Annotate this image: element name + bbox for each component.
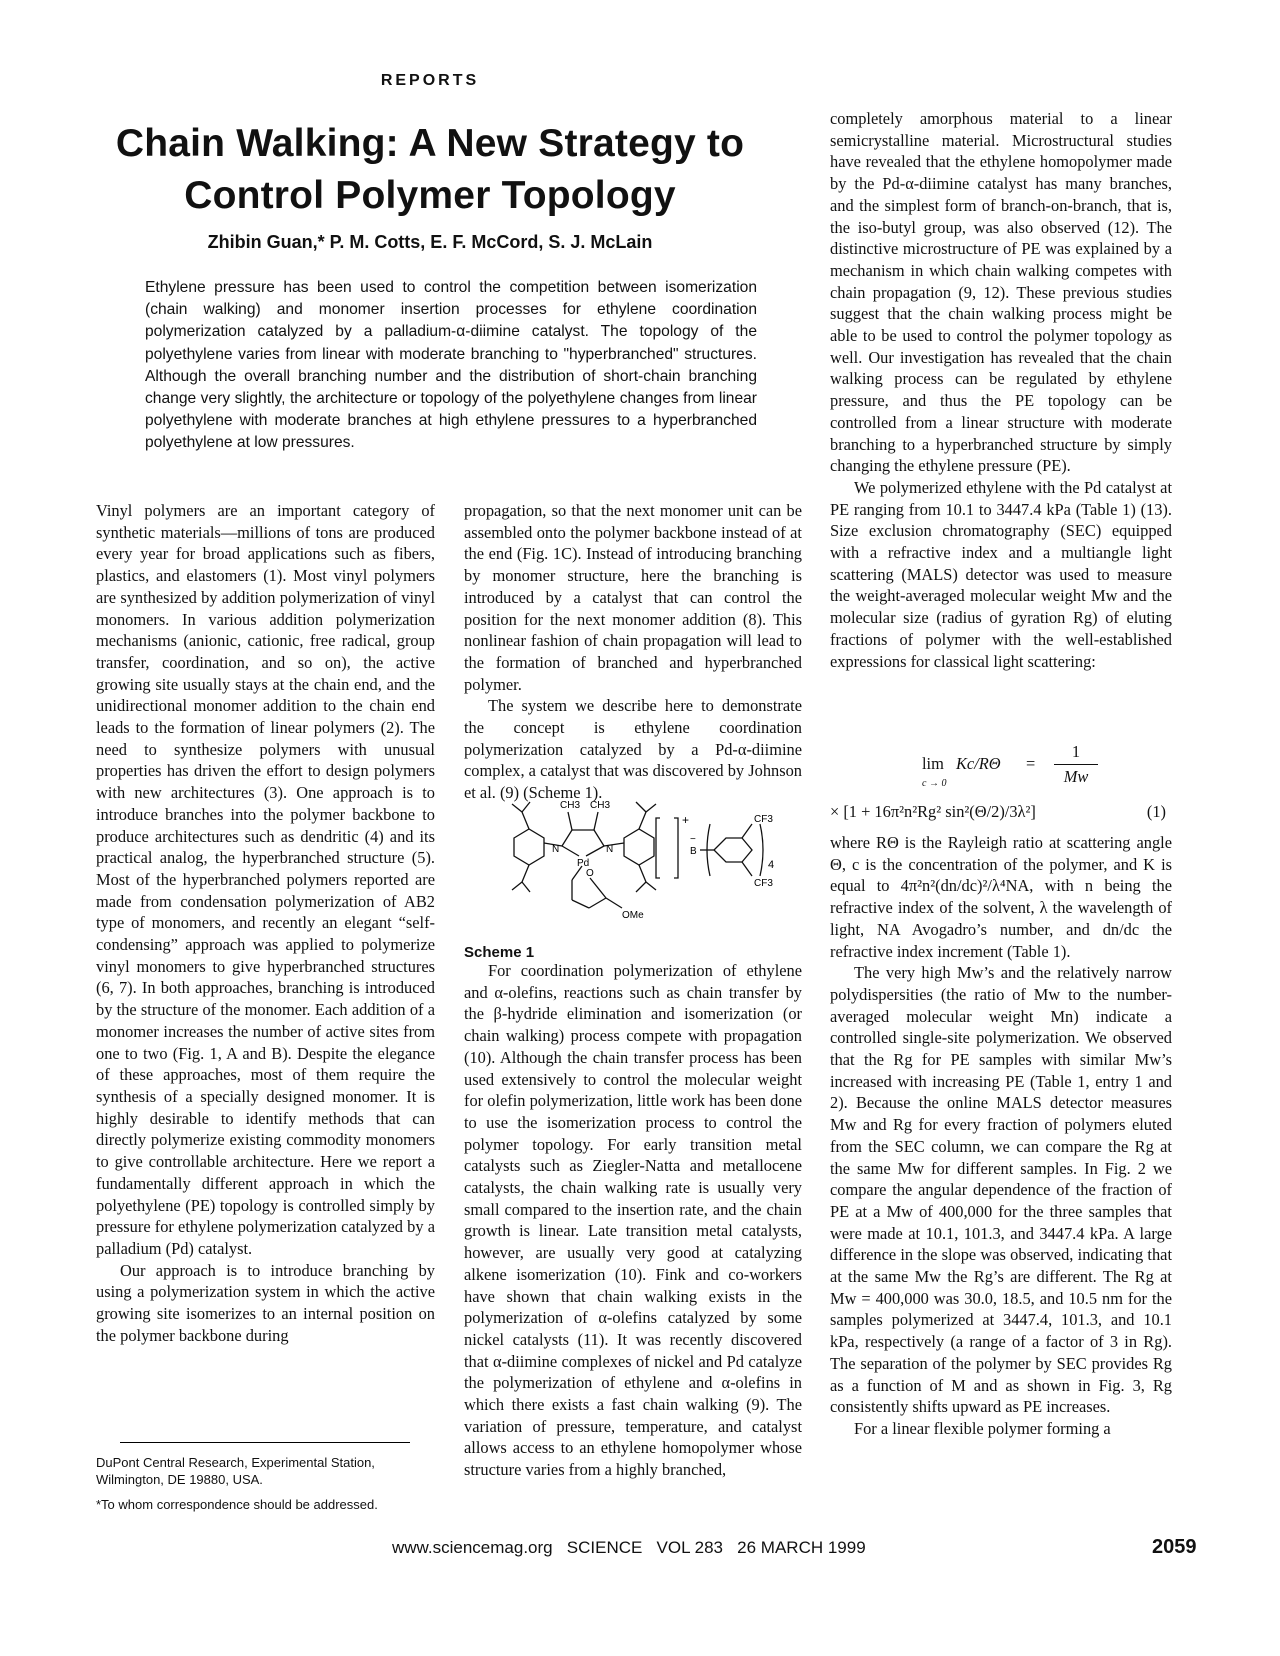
body-paragraph: The system we describe here to demonstrate the concept is ethylene coordination polymerization catalyzed by a Pd-α-diimine complex, a catalyst that was discovered by Johnson et al. (9) (Scheme 1). xyxy=(464,696,802,803)
body-paragraph: We polymerized ethylene with the Pd catalyst at PE ranging from 10.1 to 3447.4 kPa (Table 1) (13). Size exclusion chromatography (SEC) equipped with a refractive index and a multiangle light scattering (MALS) detector was used to measure the weight-averaged molecular weight Mw and the molecular size (radius of gyration Rg) of eluting fractions of polymer with the well-established expressions for classical light scattering: xyxy=(830,477,1172,671)
author-list: Zhibin Guan,* P. M. Cotts, E. F. McCord, S. J. McLain xyxy=(207,232,653,252)
equation-numerator: 1 xyxy=(1071,742,1081,761)
body-paragraph: For a linear flexible polymer forming a xyxy=(854,1418,1111,1438)
body-paragraph: where RΘ is the Rayleigh ratio at scattering angle Θ, c is the concentration of the polymer, and K is equal to 4π²n²(dn/dc)²/λ⁴NA, with n being the refractive index of the solvent, λ the wavelength of light, NA Avogadro’s number, and dn/dc the refractive index increment (Table 1). xyxy=(830,833,1172,961)
boron-label: B xyxy=(690,846,697,857)
equation-equals: = xyxy=(1026,754,1036,773)
body-paragraph: Our approach is to introduce branching by using a polymerization system in which the active growing site isomerizes to an internal position on the polymer backbone during xyxy=(96,1260,435,1345)
nitrogen-label: N xyxy=(552,844,560,855)
equation-denominator: Mw xyxy=(1063,767,1089,786)
article-title: Chain Walking: A New Strategy to Control Polymer Topology xyxy=(115,122,745,217)
equation-second-line: × [1 + 16π²n²Rg² sin²(Θ/2)/3λ²] xyxy=(830,802,1036,821)
body-column-middle-lower xyxy=(464,960,802,1481)
abstract: Ethylene pressure has been used to control the competition between isomerization (chain walking) and monomer insertion processes for ethylene coordination polymerization catalyzed by a palladium-α-diimine catalyst. The topology of the polyethylene varies from linear with moderate branching to "hyperbranched" structures. Although the overall branching number and the distribution of short-chain branching change very slightly, the architecture or topology of the polyethylene changes from linear polyethylene with moderate branches at high ethylene pressures to a hyperbranched polyethylene at low pressures. xyxy=(145,279,757,452)
equation-limit-subscript: c → 0 xyxy=(922,778,947,789)
body-paragraph: propagation, so that the next monomer unit can be assembled onto the polymer backbone instead of at the end (Fig. 1C). Instead of introducing branching by monomer structure, here the branching is introduced by a catalyst that can control the position for the next monomer addition (8). This nonlinear fashion of chain propagation will lead to the formation of branched and hyperbranched polymer. xyxy=(464,501,802,694)
nitrogen-label: N xyxy=(606,844,614,855)
footnote-divider xyxy=(120,1442,410,1443)
equation-lhs: Kc/RΘ xyxy=(956,754,1001,773)
affiliation-footnote: DuPont Central Research, Experimental Station, Wilmington, DE 19880, USA. xyxy=(96,1455,375,1487)
correspondence-footnote: *To whom correspondence should be addressed. xyxy=(96,1497,378,1512)
body-paragraph: For coordination polymerization of ethylene and α-olefins, reactions such as chain transfer by the β-hydride elimination and isomerization (or chain walking) process compete with propagation (10). Although the chain transfer process has been used extensively to control the molecular weight for olefin polymerization, little work has been done to use the isomerization process to control the polymer topology. For early transition metal catalysts such as Ziegler-Natta and metallocene catalysts, the chain walking rate is usually very small compared to the insertion rate, and the chain growth is linear. Late transition metal catalysts, however, are usually very good at catalyzing alkene isomerization (10). Fink and co-workers have shown that chain walking exists in the polymerization of α-olefins catalyzed by some nickel catalysts (11). It was recently discovered that α-diimine complexes of nickel and Pd catalyze the polymerization of ethylene and α-olefins in which there exists a fast chain walking (9). The variation of pressure, temperature, and catalyst allows access to an ethylene homopolymer whose structure varies from a highly branched, xyxy=(464,961,802,1480)
body-paragraph: Vinyl polymers are an important category of synthetic materials—millions of tons are produced every year for broad applications such as fibers, plastics, and elastomers (1). Most vinyl polymers are synthesized by addition polymerization of vinyl monomers. In various addition polymerization mechanisms (anionic, cationic, free radical, group transfer, coordination, and so on), the active growing site usually stays at the chain end, and the unidirectional monomer addition to the chain end leads to the formation of linear polymers (2). The need to synthesize polymers with unusual properties has driven the effort to design polymers with new architectures (3). One approach is to introduce branches into the polymer backbone to produce architectures such as dendritic (4) and its practical analog, the hyperbranched structure (5). Most of the hyperbranched polymers reported are made from condensation polymerization of AB2 type of monomers, and recently an elegant “self-condensing” approach was applied to polymerize vinyl monomers to give hyperbranched structures (6, 7). In both approaches, branching is introduced by the structure of the monomer. Each addition of a monomer increases the number of active sites from one to two (Fig. 1, A and B). Despite the elegance of these approaches, most of them require the synthesis of a specially designed monomer. It is highly desirable to identify methods that can directly polymerize existing commodity monomers to give controllable architecture. Here we report a fundamentally different approach in which the polyethylene (PE) topology is controlled simply by pressure for ethylene polymerization catalyzed by a palladium (Pd) catalyst. xyxy=(96,501,435,1258)
body-column-right xyxy=(830,108,1172,672)
fraction-bar xyxy=(1054,764,1098,765)
trifluoromethyl-label: CF3 xyxy=(754,878,773,889)
scheme-1-structure xyxy=(464,788,802,936)
equation-limit: lim xyxy=(922,754,944,773)
section-label: REPORTS xyxy=(380,72,480,89)
oxygen-label: O xyxy=(586,868,594,879)
body-paragraph: completely amorphous material to a linear semicrystalline material. Microstructural studies have revealed that the ethylene homopolymer made by the Pd-α-diimine catalyst has many branches, and the simplest form of branch-on-branch, that is, the iso-butyl group, was also observed (12). The distinctive microstructure of PE was explained by a mechanism in which chain walking competes with chain propagation (9, 12). These previous studies suggest that the chain walking process might be able to be used to control the polymer topology as well. Our investigation has revealed that the chain walking process can be regulated by ethylene pressure, and thus the PE topology can be controlled from a linear structure with moderate branching to a hyperbranched structure by simply changing the ethylene pressure (PE). xyxy=(830,109,1172,476)
body-column-middle xyxy=(464,500,802,804)
journal-footer: www.sciencemag.org SCIENCE VOL 283 26 MARCH 1999 xyxy=(392,1538,866,1557)
page-number: 2059 xyxy=(1152,1536,1197,1558)
body-column-left xyxy=(96,500,435,1346)
methyl-group-label: CH3 xyxy=(590,800,611,811)
palladium-label: Pd xyxy=(577,858,590,869)
anion-charge-label: − xyxy=(690,834,696,845)
body-column-right-lower xyxy=(830,832,1172,1440)
trifluoromethyl-label: CF3 xyxy=(754,814,773,825)
scheme-label: Scheme 1 xyxy=(464,944,535,961)
cation-charge-label: + xyxy=(682,813,690,827)
equation-1 xyxy=(830,730,1172,830)
methoxy-label: OMe xyxy=(622,910,644,921)
body-paragraph: The very high Mw’s and the relatively narrow polydispersities (the ratio of Mw to the number-averaged molecular weight Mn) indicate a controlled single-site polymerization. We observed that the Rg for PE samples with similar Mw’s increased with increasing PE (Table 1, entry 1 and 2). Because the online MALS detector measures Mw and Rg for every fraction of polymers eluted from the SEC column, we can compare the Rg at the same Mw for different samples. In Fig. 2 we compare the angular dependence of the fraction of PE at a Mw of 400,000 for the three samples that were made at 10.1, 101.3, and 3447.4 kPa. A large difference in the slope was observed, indicating that at the same Mw the Rg’s are different. The Rg at Mw = 400,000 was 30.0, 18.5, and 10.5 nm for the samples polymerized at 3447.4, 101.3, and 10.1 kPa, respectively (a range of a factor of 3 in Rg). The separation of the polymer by SEC provides Rg as a function of M and as shown in Fig. 3, Rg consistently shifts upward as PE increases. xyxy=(830,963,1172,1417)
methyl-group-label: CH3 xyxy=(560,800,581,811)
aryl-count-label: 4 xyxy=(768,859,775,871)
equation-number: (1) xyxy=(1146,802,1166,821)
